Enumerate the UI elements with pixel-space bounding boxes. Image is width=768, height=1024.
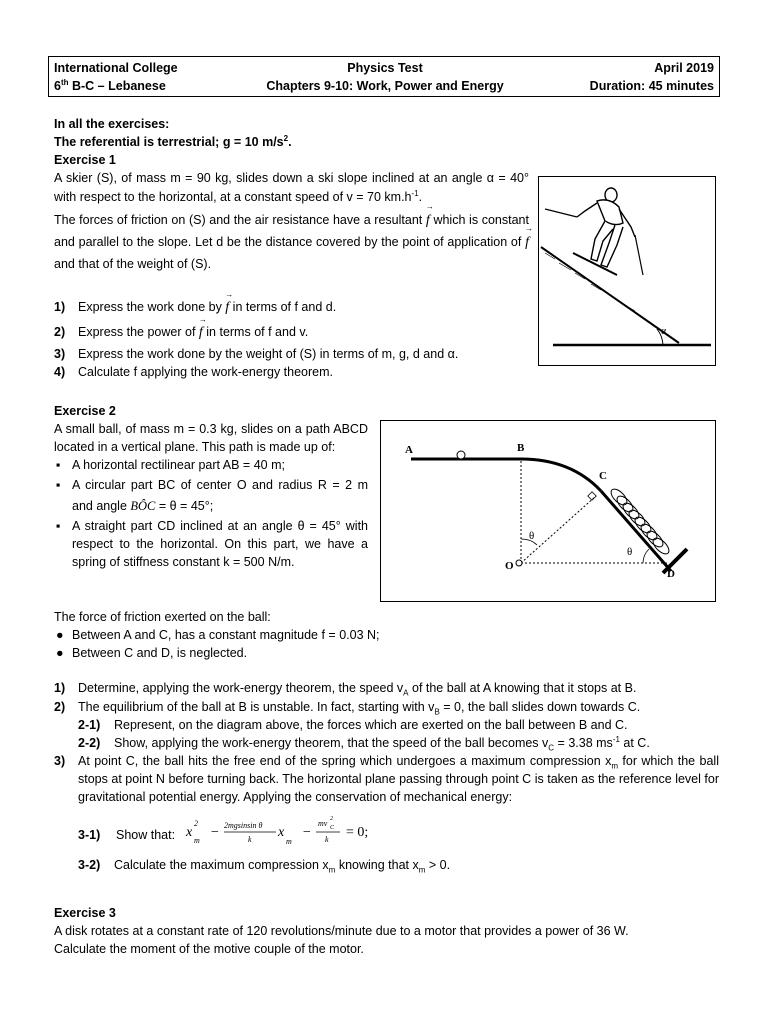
label-theta-2: θ [627, 546, 633, 558]
skier-figure [538, 176, 716, 366]
path-part-cd: ▪ A straight part CD inclined at an angle θ = 45° with respect to the horizontal. On this part, we have a spring of stiffness constant k = 500 N/m. [56, 519, 368, 570]
exercise-1-forces-text: The forces of friction on (S) and the air resistance have a resultant → f which is constant and parallel to the slope. Let d be the distance covered by the point of application of → f and that of the weight of (S). [54, 210, 529, 275]
path-part-bc: ▪ A circular part BC of center O and radius R = 2 m and angle BÔC = θ = 45°; [56, 477, 368, 513]
spring [608, 486, 671, 556]
exercise-2-section [54, 402, 368, 571]
svg-text:= 0;: = 0; [346, 825, 369, 841]
svg-text:k: k [325, 835, 329, 845]
label-o: O [505, 560, 514, 572]
ex2-question-1: 1) Determine, applying the work-energy theorem, the speed $v_A$ of the ball at A knowing that it stops at B. [54, 681, 637, 698]
duration-label: Duration: 45 minutes [589, 79, 714, 93]
ex2-question-2-1: 2-1) Represent, on the diagram above, the forces which are exerted on the ball between B and C. [78, 717, 628, 732]
ex1-question: 4) Calculate f applying the work-energy theorem. [54, 364, 333, 379]
path-figure [380, 420, 716, 602]
svg-text:C: C [330, 825, 335, 832]
label-theta-1: θ [529, 530, 535, 542]
subject-label: Physics Test [347, 61, 423, 75]
path-part-ab: ▪ A horizontal rectilinear part AB = 40 m; [56, 458, 285, 473]
svg-text:mv: mv [318, 819, 328, 829]
skier-arm-back [577, 203, 597, 217]
ex2-question-2-2: 2-2) Show, applying the work-energy theorem, that the speed of the ball becomes $v_C = 3.38$ $ms^{-1}$ at C. [78, 734, 650, 753]
theta-arc-incline [643, 549, 649, 563]
exercise-1-title: Exercise 1 [54, 153, 116, 168]
skier-torso [597, 200, 623, 225]
chapters-label: Chapters 9-10: Work, Power and Energy [266, 79, 504, 93]
svg-text:k: k [248, 835, 252, 845]
exercise-2-title: Exercise 2 [54, 404, 116, 418]
svg-text:−: − [302, 825, 312, 841]
intro-line-1: In all the exercises: [54, 117, 170, 131]
label-d: D [667, 568, 675, 580]
ex1-question: 3) Express the work done by the weight of (S) in terms of m, g, d and α. [54, 346, 459, 361]
friction-item: ● Between C and D, is neglected. [56, 646, 248, 661]
svg-text:2mgsinsin θ: 2mgsinsin θ [224, 821, 263, 831]
ex2-question-3-1: 3-1) Show that: x 2 m − 2mgsinsin θ k x m − mv 2 C k = 0; [54, 818, 719, 852]
ex1-question: 2) Express the power of → f in terms of f and v. [54, 323, 714, 343]
header-box [48, 56, 720, 97]
svg-text:x: x [186, 825, 193, 841]
school-name: International College [54, 61, 178, 75]
label-a: A [405, 444, 413, 456]
alpha-label: α [661, 326, 667, 337]
path-diagram [381, 421, 715, 601]
arc-bc [521, 459, 601, 491]
svg-text:m: m [194, 836, 200, 846]
exercise-3-question: Calculate the moment of the motive couple of the motor. [54, 942, 364, 957]
svg-text:m: m [286, 837, 292, 847]
exercise-3-section [54, 904, 719, 958]
svg-text:−: − [210, 825, 220, 841]
segment-cd [601, 491, 671, 571]
center-o [516, 560, 522, 566]
label-b: B [517, 442, 525, 454]
svg-text:x: x [278, 825, 285, 841]
ex2-question-3: 3) At point C, the ball hits the free end of the spring which undergoes a maximum compression $x_m$ for which the ball stops at point N before turning back. The horizontal plane passing through point C is taken as the reference level for gravitational potential energy. Applying the conservation of mechanical energy: [54, 753, 719, 805]
ex1-question: 1) Express the work done by → f in terms of f and d. [54, 298, 714, 318]
compression-equation [184, 812, 414, 852]
ex2-question-3-2: 3-2) Calculate the maximum compression $x_m$ knowing that $x_m > 0$. [78, 858, 451, 875]
svg-text:2: 2 [194, 819, 198, 829]
skier-diagram [539, 177, 715, 365]
skier-figure-body [577, 188, 635, 267]
exercise-1-section [54, 115, 529, 274]
ball [457, 451, 465, 459]
intro-line-2: The referential is terrestrial; g = 10 $m/s^2$. [54, 133, 292, 150]
ski-pole-back [545, 209, 577, 217]
date-label: April 2019 [654, 61, 714, 75]
right-angle-mark [588, 492, 596, 500]
ski-pole [635, 235, 643, 275]
exercise-1-statement: A skier (S), of mass m = 90 kg, slides down a ski slope inclined at an angle α = 40° with respect to the horizontal, at a constant speed of v = 70 $km.h^{-1}$. [54, 171, 529, 204]
exercise-3-title: Exercise 3 [54, 906, 116, 920]
exercise-2-intro: A small ball, of mass m = 0.3 kg, slides on a path ABCD located in a vertical plane. This path is made up of: [54, 422, 368, 455]
class-label: 6th B-C – Lebanese [54, 77, 166, 93]
exercise-3-statement: A disk rotates at a constant rate of 120 revolutions/minute due to a motor that provides a power of 36 W. [54, 924, 629, 939]
svg-text:2: 2 [330, 816, 333, 823]
friction-title: The force of friction exerted on the ball: [54, 610, 271, 624]
construction-lines [521, 461, 669, 563]
ex2-question-2: 2) The equilibrium of the ball at B is unstable. In fact, starting with $v_B = 0$, the ball slides down towards C. [54, 699, 641, 716]
exercise-2-questions [54, 608, 719, 874]
label-c: C [599, 470, 607, 482]
friction-item: ● Between A and C, has a constant magnitude f = 0.03 N; [56, 628, 380, 643]
